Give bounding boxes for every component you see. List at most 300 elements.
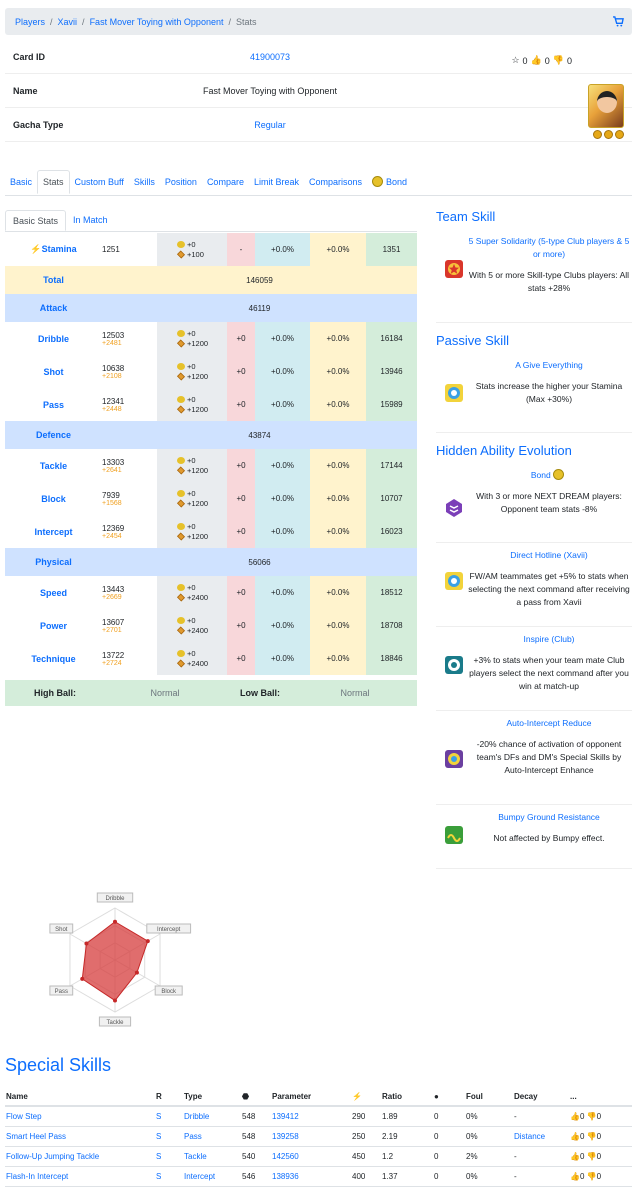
special-skills-title: Special Skills: [5, 1055, 112, 1075]
stat-percent-b: +0.0%: [310, 322, 366, 355]
radar-label: Pass: [54, 989, 68, 995]
stat-name[interactable]: [5, 642, 102, 675]
bumpy-ground-icon: [444, 825, 464, 845]
thumbs-down-icon[interactable]: 👎: [586, 1151, 597, 1161]
gem-icon: [177, 659, 185, 667]
col-parameter[interactable]: Parameter: [271, 1087, 351, 1106]
stat-base: [102, 233, 157, 266]
thumbs-down-icon[interactable]: 👎: [586, 1111, 597, 1121]
tab-skills[interactable]: Skills: [133, 176, 155, 187]
gem-buff: +1200: [187, 465, 209, 475]
hidden-ability-name[interactable]: Direct Hotline (Xavii): [510, 550, 588, 560]
defence-row: [5, 421, 417, 449]
radar-point: [113, 920, 117, 924]
stat-base: [102, 642, 157, 675]
stat-buff: [157, 576, 227, 609]
down-count: 0: [596, 1171, 602, 1181]
coin-buff: +0: [187, 455, 196, 465]
radar-point: [135, 971, 139, 975]
physical-row-value: 56066: [102, 548, 417, 576]
team-skill-name[interactable]: 5 Super Solidarity (5-type Club players & 5 or more): [468, 236, 630, 259]
gem-buff: +1200: [187, 404, 209, 414]
skill-foul: 0%: [465, 1166, 513, 1186]
card-id-value[interactable]: 41900073: [249, 51, 291, 62]
skill-stamina: 450: [351, 1146, 381, 1166]
stat-percent-b: +0.0%: [310, 482, 366, 515]
skill-name[interactable]: Flash-In Intercept: [5, 1166, 155, 1186]
hidden-ability-desc: Not affected by Bumpy effect.: [493, 833, 605, 843]
skill-type[interactable]: Intercept: [183, 1166, 241, 1186]
stat-base-value: 7939: [102, 490, 120, 500]
stat-base-value: 12369: [102, 523, 125, 533]
stat-base: [102, 355, 157, 388]
skill-name[interactable]: Flow Step: [5, 1106, 155, 1126]
stat-row: [5, 388, 417, 421]
tab-basic[interactable]: Basic: [10, 176, 33, 187]
skill-ball: 0: [433, 1166, 465, 1186]
attack-row-label: Attack: [5, 294, 102, 322]
breadcrumb-player[interactable]: Xavii: [57, 16, 78, 27]
skill-ratio: 1.37: [381, 1166, 433, 1186]
skill-ball: 0: [433, 1106, 465, 1126]
bond-ability-label: Bond: [530, 470, 551, 480]
attack-row: [5, 294, 417, 322]
stat-base-value: 13607: [102, 617, 125, 627]
stat-base-plus: +1568: [102, 499, 122, 507]
stat-name[interactable]: [5, 355, 102, 388]
star-icon[interactable]: ☆: [511, 55, 520, 65]
stat-bonus: +0: [227, 322, 255, 355]
stat-name-label: Pass: [42, 399, 65, 410]
auto-intercept-icon: [444, 749, 464, 769]
skill-parameter[interactable]: 142560: [271, 1146, 351, 1166]
stat-buff: [157, 642, 227, 675]
col-more[interactable]: ...: [569, 1087, 632, 1106]
skill-name[interactable]: Smart Heel Pass: [5, 1126, 155, 1146]
gem-buff: +1200: [187, 371, 209, 381]
stat-total: 13946: [366, 355, 417, 388]
name-row: [5, 74, 632, 108]
stat-percent-b: +0.0%: [310, 233, 366, 266]
skill-ball: 0: [433, 1146, 465, 1166]
skill-type[interactable]: Tackle: [183, 1146, 241, 1166]
tab-bond[interactable]: [367, 170, 412, 193]
stat-base-plus: +2669: [102, 593, 122, 601]
down-count: 0: [596, 1111, 602, 1121]
skill-decay: -: [513, 1146, 569, 1166]
coin-icon: [177, 330, 185, 337]
stat-percent-a: +0.0%: [255, 576, 310, 609]
stat-base-plus: +2454: [102, 532, 122, 540]
breadcrumb-separator: /: [82, 16, 85, 27]
thumbs-up-icon[interactable]: 👍: [570, 1111, 580, 1121]
stat-name-label: Tackle: [39, 460, 68, 471]
stat-base-value: 1251: [102, 245, 120, 254]
thumbs-down-icon[interactable]: 👎: [586, 1131, 597, 1141]
stat-name[interactable]: [5, 515, 102, 548]
lightning-icon: ⚡: [352, 1091, 362, 1101]
subtab-in-match[interactable]: In Match: [73, 215, 108, 225]
coin-icon: [177, 617, 185, 624]
skill-ratio: 2.19: [381, 1126, 433, 1146]
tab-position[interactable]: Position: [164, 176, 197, 187]
col-rarity[interactable]: R: [155, 1087, 183, 1106]
stat-base-plus: +2448: [102, 405, 122, 413]
gem-icon: [177, 499, 185, 507]
skill-votes: [569, 1146, 632, 1166]
down-count: 0: [566, 55, 572, 66]
stat-base: [102, 576, 157, 609]
stat-total: 17144: [366, 449, 417, 482]
stats-table: [5, 233, 417, 675]
skill-votes: [569, 1126, 632, 1146]
col-ratio[interactable]: Ratio: [381, 1087, 433, 1106]
stat-total: 1351: [366, 233, 417, 266]
col-type[interactable]: Type: [183, 1087, 241, 1106]
attack-row-value: 46119: [102, 294, 417, 322]
radar-label: Block: [161, 989, 177, 995]
radar-label: Shot: [55, 927, 68, 933]
hidden-ability-item: [436, 463, 632, 543]
gem-icon: [177, 626, 185, 634]
col-name[interactable]: Name: [5, 1087, 155, 1106]
stat-name-label: Power: [39, 620, 67, 631]
thumbs-down-icon[interactable]: 👎: [552, 55, 564, 65]
special-skill-row: [5, 1126, 632, 1146]
stat-name[interactable]: [5, 609, 102, 642]
card-portrait: [588, 84, 624, 128]
passive-skill-desc: Stats increase the higher your Stamina (Max +30%): [475, 381, 623, 404]
stat-percent-b: +0.0%: [310, 642, 366, 675]
radar-point: [146, 939, 150, 943]
gem-icon: [177, 339, 185, 347]
breadcrumb-card[interactable]: Fast Mover Toying with Opponent: [89, 16, 224, 27]
stat-bonus: +0: [227, 449, 255, 482]
stat-percent-a: +0.0%: [255, 642, 310, 675]
skill-ratio: 1.2: [381, 1146, 433, 1166]
team-skill-title: Team Skill: [436, 209, 496, 224]
coin-buff: +0: [187, 615, 196, 625]
radar-point: [113, 999, 117, 1003]
stat-percent-a: +0.0%: [255, 609, 310, 642]
skill-rarity[interactable]: S: [155, 1166, 183, 1186]
skills-panel: [436, 205, 632, 869]
coin-buff: +0: [187, 648, 196, 658]
stat-percent-b: +0.0%: [310, 609, 366, 642]
stats-subtabs: [5, 210, 417, 232]
stat-name[interactable]: [5, 449, 102, 482]
stat-name-label: Intercept: [34, 526, 73, 537]
tab-limit-break[interactable]: Limit Break: [253, 176, 299, 187]
skill-name[interactable]: Follow-Up Jumping Tackle: [5, 1146, 155, 1166]
passive-skill-icon: [444, 383, 464, 403]
hidden-ability-item: [436, 543, 632, 627]
bond-icon: [553, 469, 564, 480]
stat-name-label: Dribble: [37, 333, 69, 344]
stat-percent-a: +0.0%: [255, 233, 310, 266]
lightning-icon: ⚡: [30, 244, 42, 254]
stat-bonus: +0: [227, 515, 255, 548]
gem-icon: [177, 593, 185, 601]
high-ball-label: High Ball:: [34, 688, 76, 698]
col-stamina[interactable]: [351, 1087, 381, 1106]
thumbs-up-icon[interactable]: 👍: [570, 1171, 580, 1181]
physical-row-label: Physical: [5, 548, 102, 576]
cost-icon: ⬣: [242, 1091, 249, 1101]
hidden-ability-name[interactable]: Bumpy Ground Resistance: [498, 812, 600, 822]
gacha-value[interactable]: Regular: [254, 119, 286, 130]
skill-ball: 0: [433, 1126, 465, 1146]
cart-icon[interactable]: [613, 16, 624, 27]
up-count: 0: [579, 1151, 585, 1161]
stat-name-label: Speed: [39, 587, 67, 598]
skill-cost: 546: [241, 1166, 271, 1186]
hidden-ability-name[interactable]: Inspire (Club): [523, 634, 575, 644]
stat-buff: [157, 515, 227, 548]
coin-buff: +0: [187, 394, 196, 404]
tab-comparisons[interactable]: Comparisons: [308, 176, 362, 187]
thumbs-down-icon[interactable]: 👎: [586, 1171, 597, 1181]
stat-row: [5, 515, 417, 548]
radar-label: Dribble: [105, 896, 125, 902]
gem-icon: [177, 466, 185, 474]
stat-percent-a: +0.0%: [255, 482, 310, 515]
stat-base-plus: +2481: [102, 339, 122, 347]
passive-skill-title: Passive Skill: [436, 333, 509, 348]
radar-label: Tackle: [106, 1020, 124, 1026]
up-count: 0: [579, 1171, 585, 1181]
skill-cost: 540: [241, 1146, 271, 1166]
hidden-ability-name[interactable]: [466, 469, 632, 482]
low-ball-label: Low Ball:: [240, 688, 280, 698]
gem-buff: +1200: [187, 498, 209, 508]
skill-foul: 0%: [465, 1126, 513, 1146]
radar-point: [80, 977, 84, 981]
low-ball-value: Normal: [340, 688, 370, 698]
total-row-value: 146059: [102, 266, 417, 294]
coin-buff: +0: [187, 239, 196, 249]
thumbs-up-icon[interactable]: 👍: [530, 55, 542, 65]
skill-decay: -: [513, 1166, 569, 1186]
special-skill-row: [5, 1166, 632, 1186]
stat-base: [102, 482, 157, 515]
stat-percent-b: +0.0%: [310, 449, 366, 482]
coin-buff: +0: [187, 582, 196, 592]
skill-parameter[interactable]: 138936: [271, 1166, 351, 1186]
stat-row: [5, 482, 417, 515]
radar-point: [84, 942, 88, 946]
stat-base-plus: +2701: [102, 626, 122, 634]
stat-total: 18512: [366, 576, 417, 609]
tab-compare[interactable]: Compare: [206, 176, 244, 187]
stat-percent-b: +0.0%: [310, 355, 366, 388]
stat-name-label: Stamina: [41, 244, 77, 254]
stat-buff: [157, 322, 227, 355]
star-count: 0: [522, 55, 528, 66]
stat-percent-a: +0.0%: [255, 388, 310, 421]
coin-icon: [177, 363, 185, 370]
card-id-label: Card ID: [13, 51, 46, 62]
special-skills-table: [5, 1087, 632, 1187]
hidden-ability-item: [436, 805, 632, 869]
skill-parameter[interactable]: 139258: [271, 1126, 351, 1146]
tab-custom-buff[interactable]: Custom Buff: [74, 176, 124, 187]
name-value: Fast Mover Toying with Opponent: [203, 85, 337, 96]
stat-name-label: Shot: [43, 366, 64, 377]
passive-skill: [436, 353, 632, 433]
thumbs-up-icon[interactable]: 👍: [570, 1131, 580, 1141]
high-ball-value: Normal: [150, 688, 180, 698]
skill-votes: [569, 1166, 632, 1186]
stat-bonus: +0: [227, 355, 255, 388]
name-label: Name: [13, 85, 38, 96]
gem-buff: +2400: [187, 658, 209, 668]
gem-buff: +2400: [187, 592, 209, 602]
col-cost[interactable]: [241, 1087, 271, 1106]
stat-percent-a: +0.0%: [255, 449, 310, 482]
card-info: [5, 40, 632, 142]
stat-name[interactable]: [5, 233, 102, 266]
stat-bonus: +0: [227, 482, 255, 515]
coin-icon: [177, 241, 185, 248]
hidden-ability-desc: With 3 or more NEXT DREAM players: Opponent team stats -8%: [476, 491, 622, 514]
stat-total: 10707: [366, 482, 417, 515]
gem-buff: +1200: [187, 338, 209, 348]
stat-total: 16023: [366, 515, 417, 548]
coin-icon: [177, 457, 185, 464]
team-skill: [436, 229, 632, 323]
total-row-label: Total: [5, 266, 102, 294]
stat-buff: [157, 609, 227, 642]
stat-buff: [157, 482, 227, 515]
tab-stats[interactable]: Stats: [37, 170, 70, 194]
stat-row: [5, 322, 417, 355]
physical-row: [5, 548, 417, 576]
hidden-ability-desc: +3% to stats when your team mate Club players select the next command after you win at match-up: [469, 655, 629, 691]
stat-percent-a: +0.0%: [255, 515, 310, 548]
stat-base: [102, 449, 157, 482]
special-skills-header: [5, 1087, 632, 1106]
stat-name[interactable]: [5, 388, 102, 421]
stat-row: [5, 576, 417, 609]
skill-decay[interactable]: Distance: [513, 1126, 569, 1146]
stat-percent-a: +0.0%: [255, 322, 310, 355]
skill-rarity[interactable]: S: [155, 1126, 183, 1146]
bond-icon: [372, 176, 383, 187]
up-count: 0: [579, 1111, 585, 1121]
total-row: [5, 266, 417, 294]
team-skill-icon: [444, 259, 464, 279]
gem-icon: [177, 372, 185, 380]
breadcrumb: [5, 8, 632, 35]
col-decay[interactable]: Decay: [513, 1087, 569, 1106]
stat-base-value: 13722: [102, 650, 125, 660]
stat-name[interactable]: [5, 322, 102, 355]
stat-base: [102, 388, 157, 421]
stat-buff: [157, 355, 227, 388]
up-count: 0: [579, 1131, 585, 1141]
skill-type[interactable]: Pass: [183, 1126, 241, 1146]
stat-total: 18708: [366, 609, 417, 642]
stat-buff: [157, 449, 227, 482]
stat-row: [5, 233, 417, 266]
stat-base-plus: +2641: [102, 466, 122, 474]
gacha-label: Gacha Type: [13, 119, 64, 130]
stat-base-value: 12503: [102, 330, 125, 340]
coin-buff: +0: [187, 361, 196, 371]
special-skill-row: [5, 1106, 632, 1126]
down-count: 0: [596, 1151, 602, 1161]
thumbs-up-icon[interactable]: 👍: [570, 1151, 580, 1161]
stat-row: [5, 642, 417, 675]
skill-rarity[interactable]: S: [155, 1106, 183, 1126]
stat-bonus: -: [227, 233, 255, 266]
skill-cost: 548: [241, 1106, 271, 1126]
stat-base: [102, 322, 157, 355]
radar-label: Intercept: [157, 927, 181, 933]
hidden-ability-title: Hidden Ability Evolution: [436, 443, 572, 458]
stats-radar-chart: [35, 888, 215, 1038]
stat-percent-b: +0.0%: [310, 576, 366, 609]
gem-buff: +100: [187, 249, 204, 259]
stat-base-value: 13443: [102, 584, 125, 594]
hidden-ability-item: [436, 627, 632, 711]
gacha-row: [5, 108, 632, 142]
stat-bonus: +0: [227, 576, 255, 609]
subtab-basic-stats[interactable]: Basic Stats: [5, 210, 66, 231]
hidden-ability-item: [436, 711, 632, 805]
stat-row: [5, 449, 417, 482]
passive-skill-name[interactable]: A Give Everything: [515, 360, 583, 370]
stat-row: [5, 609, 417, 642]
breadcrumb-players[interactable]: Players: [15, 16, 46, 27]
gem-buff: +1200: [187, 531, 209, 541]
bond-ability-icon: [444, 498, 464, 518]
breadcrumb-separator: /: [228, 16, 231, 27]
stat-percent-b: +0.0%: [310, 388, 366, 421]
skill-cost: 548: [241, 1126, 271, 1146]
stat-name[interactable]: [5, 576, 102, 609]
coin-buff: +0: [187, 521, 196, 531]
skill-decay: -: [513, 1106, 569, 1126]
up-count: 0: [544, 55, 550, 66]
hidden-ability-name[interactable]: Auto-Intercept Reduce: [506, 718, 592, 728]
stat-name-label: Technique: [31, 653, 76, 664]
gem-icon: [177, 532, 185, 540]
skill-parameter[interactable]: 139412: [271, 1106, 351, 1126]
team-skill-desc: With 5 or more Skill-type Clubs players: All stats +28%: [468, 270, 630, 293]
stat-total: 18846: [366, 642, 417, 675]
coin-icon: [177, 523, 185, 530]
direct-hotline-icon: [444, 571, 464, 591]
skill-foul: 2%: [465, 1146, 513, 1166]
col-ball[interactable]: [433, 1087, 465, 1106]
breadcrumb-current: Stats: [235, 16, 257, 27]
skill-votes: [569, 1106, 632, 1126]
skill-rarity[interactable]: S: [155, 1146, 183, 1166]
skill-type[interactable]: Dribble: [183, 1106, 241, 1126]
stat-name[interactable]: [5, 482, 102, 515]
stat-base-plus: +2108: [102, 372, 122, 380]
skill-stamina: 400: [351, 1166, 381, 1186]
coin-icon: [177, 396, 185, 403]
card-badges: [593, 130, 624, 139]
stat-row: [5, 355, 417, 388]
col-foul[interactable]: Foul: [465, 1087, 513, 1106]
inspire-icon: [444, 655, 464, 675]
coin-icon: [177, 650, 185, 657]
stat-bonus: +0: [227, 642, 255, 675]
